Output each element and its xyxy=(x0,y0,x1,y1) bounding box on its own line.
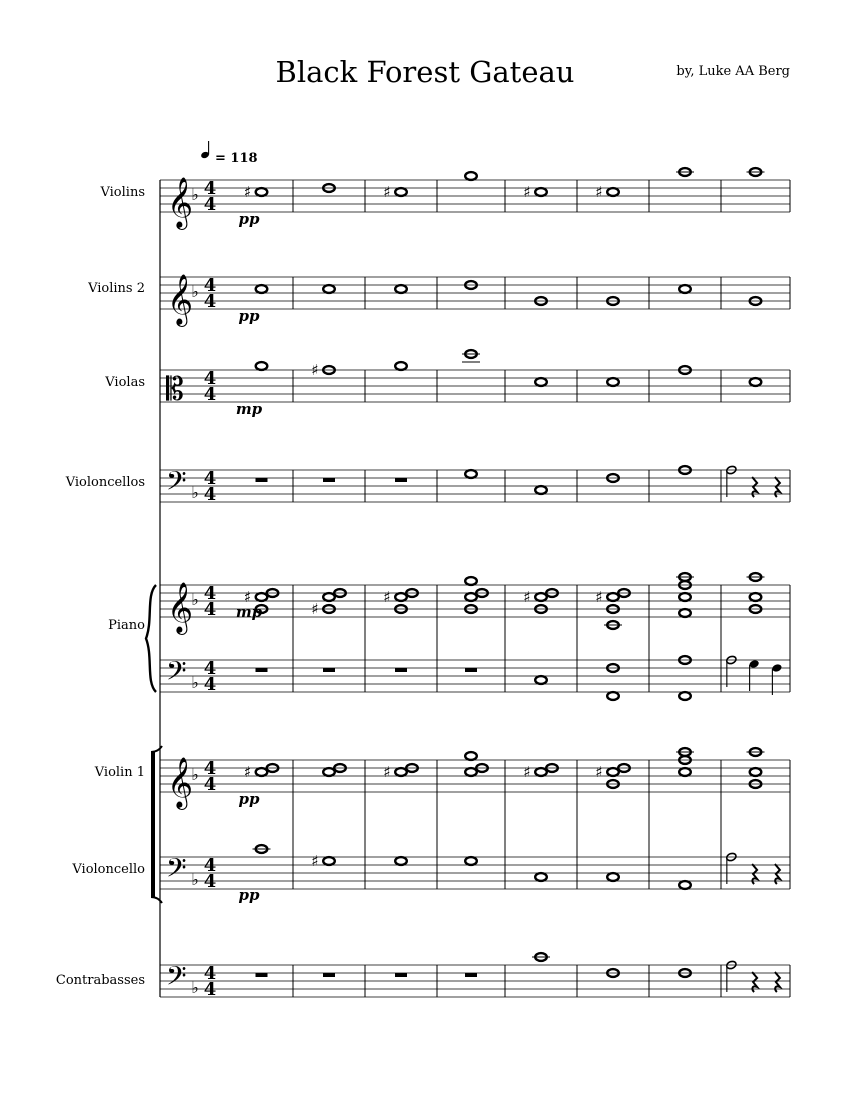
time-signature-bottom: 4 xyxy=(203,599,217,620)
whole-rest xyxy=(323,668,335,672)
composer-credit: by, Luke AA Berg xyxy=(676,64,790,79)
instrument-name-piano-rh: Piano xyxy=(108,618,145,633)
notehead xyxy=(679,768,691,776)
time-signature-bottom: 4 xyxy=(203,384,217,405)
notehead xyxy=(607,873,619,881)
sharp-accidental: ♯ xyxy=(311,600,319,618)
time-signature-bottom: 4 xyxy=(203,979,217,1000)
dynamic-marking: mp xyxy=(235,603,263,621)
notehead xyxy=(679,881,691,889)
key-signature-flat: ♭ xyxy=(191,978,199,997)
notehead xyxy=(750,768,762,776)
notehead xyxy=(679,692,691,700)
notehead xyxy=(535,768,547,776)
notehead xyxy=(323,593,335,601)
notehead xyxy=(535,873,547,881)
time-signature-top: 4 xyxy=(203,963,217,984)
bass-clef-icon: 𝄢 xyxy=(166,960,187,998)
whole-rest xyxy=(395,668,407,672)
key-signature-flat: ♭ xyxy=(191,765,199,784)
whole-rest xyxy=(395,973,407,977)
treble-clef-icon: 𝄞 xyxy=(167,757,194,808)
tempo-value: = 118 xyxy=(215,151,258,166)
notehead xyxy=(535,486,547,494)
sharp-accidental: ♯ xyxy=(243,183,252,201)
notehead xyxy=(256,362,268,370)
sharp-accidental: ♯ xyxy=(595,183,603,201)
sharp-accidental: ♯ xyxy=(595,588,603,606)
time-signature-bottom: 4 xyxy=(203,674,217,695)
notehead xyxy=(750,378,762,386)
notehead xyxy=(535,188,547,196)
instrument-name-violin1: Violin 1 xyxy=(94,765,145,780)
whole-rest xyxy=(323,478,335,482)
dynamic-marking: mp xyxy=(235,400,263,418)
time-signature-top: 4 xyxy=(203,855,217,876)
sharp-accidental: ♯ xyxy=(595,763,603,781)
key-signature-flat: ♭ xyxy=(191,185,199,204)
whole-rest xyxy=(323,973,335,977)
time-signature-top: 4 xyxy=(203,658,217,679)
sharp-accidental: ♯ xyxy=(383,183,391,201)
notehead xyxy=(395,768,407,776)
notehead xyxy=(395,362,407,370)
notehead xyxy=(465,577,477,585)
sharp-accidental: ♯ xyxy=(383,588,391,606)
key-signature-flat: ♭ xyxy=(191,483,199,502)
whole-rest xyxy=(256,973,268,977)
notehead xyxy=(750,593,762,601)
sharp-accidental: ♯ xyxy=(523,183,531,201)
time-signature-bottom: 4 xyxy=(203,484,217,505)
instrument-name-violins: Violins xyxy=(100,185,145,200)
notehead xyxy=(535,676,547,684)
dynamic-marking: pp xyxy=(238,886,260,904)
time-signature-top: 4 xyxy=(203,468,217,489)
notehead xyxy=(395,188,407,196)
dynamic-marking: pp xyxy=(238,790,260,808)
bass-clef-icon: 𝄢 xyxy=(166,465,187,503)
time-signature-top: 4 xyxy=(203,275,217,296)
notehead xyxy=(256,285,268,293)
sharp-accidental: ♯ xyxy=(523,588,531,606)
tempo-marking xyxy=(200,141,257,166)
sharp-accidental: ♯ xyxy=(383,763,391,781)
alto-clef-icon: 𝄡 xyxy=(166,370,184,408)
time-signature-top: 4 xyxy=(203,583,217,604)
notehead xyxy=(607,593,619,601)
piano-brace-icon xyxy=(146,585,156,692)
notehead xyxy=(323,768,335,776)
sharp-accidental: ♯ xyxy=(523,763,531,781)
whole-rest xyxy=(465,668,477,672)
key-signature-flat: ♭ xyxy=(191,870,199,889)
time-signature-top: 4 xyxy=(203,178,217,199)
whole-rest xyxy=(256,668,268,672)
time-signature-bottom: 4 xyxy=(203,194,217,215)
notehead xyxy=(679,609,691,617)
key-signature-flat: ♭ xyxy=(191,282,199,301)
sharp-accidental: ♯ xyxy=(311,361,319,379)
instrument-name-violins2: Violins 2 xyxy=(88,281,145,296)
instrument-name-violas: Violas xyxy=(105,375,145,390)
dynamic-marking: pp xyxy=(238,307,260,325)
notehead xyxy=(535,593,547,601)
instrument-name-violoncello: Violoncello xyxy=(72,862,145,877)
notehead xyxy=(256,593,268,601)
whole-rest xyxy=(465,973,477,977)
notehead xyxy=(607,378,619,386)
score-title: Black Forest Gateau xyxy=(275,55,575,89)
instrument-name-violoncellos: Violoncellos xyxy=(65,475,145,490)
treble-clef-icon: 𝄞 xyxy=(167,177,194,228)
sharp-accidental: ♯ xyxy=(243,588,252,606)
notehead xyxy=(607,692,619,700)
notehead xyxy=(465,768,477,776)
notehead xyxy=(256,768,268,776)
time-signature-top: 4 xyxy=(203,758,217,779)
notehead xyxy=(607,768,619,776)
time-signature-bottom: 4 xyxy=(203,871,217,892)
notehead xyxy=(607,188,619,196)
sharp-accidental: ♯ xyxy=(311,852,319,870)
dynamic-marking: pp xyxy=(238,210,260,228)
key-signature-flat: ♭ xyxy=(191,590,199,609)
time-signature-top: 4 xyxy=(203,368,217,389)
time-signature-bottom: 4 xyxy=(203,774,217,795)
instrument-name-contrabasses: Contrabasses xyxy=(55,973,145,988)
bass-clef-icon: 𝄢 xyxy=(166,852,187,890)
notehead xyxy=(465,752,477,760)
sharp-accidental: ♯ xyxy=(243,763,252,781)
treble-clef-icon: 𝄞 xyxy=(167,274,194,325)
whole-rest xyxy=(395,478,407,482)
whole-rest xyxy=(256,478,268,482)
bass-clef-icon: 𝄢 xyxy=(166,655,187,693)
notehead xyxy=(535,378,547,386)
key-signature-flat: ♭ xyxy=(191,673,199,692)
notehead xyxy=(465,470,477,478)
notehead xyxy=(465,172,477,180)
notehead xyxy=(395,593,407,601)
notehead xyxy=(323,857,335,865)
notehead xyxy=(395,285,407,293)
notehead xyxy=(395,857,407,865)
notehead xyxy=(679,593,691,601)
notehead xyxy=(256,188,268,196)
notehead xyxy=(323,285,335,293)
treble-clef-icon: 𝄞 xyxy=(167,582,194,633)
notehead xyxy=(465,593,477,601)
notehead xyxy=(465,857,477,865)
notehead xyxy=(679,285,691,293)
time-signature-bottom: 4 xyxy=(203,291,217,312)
